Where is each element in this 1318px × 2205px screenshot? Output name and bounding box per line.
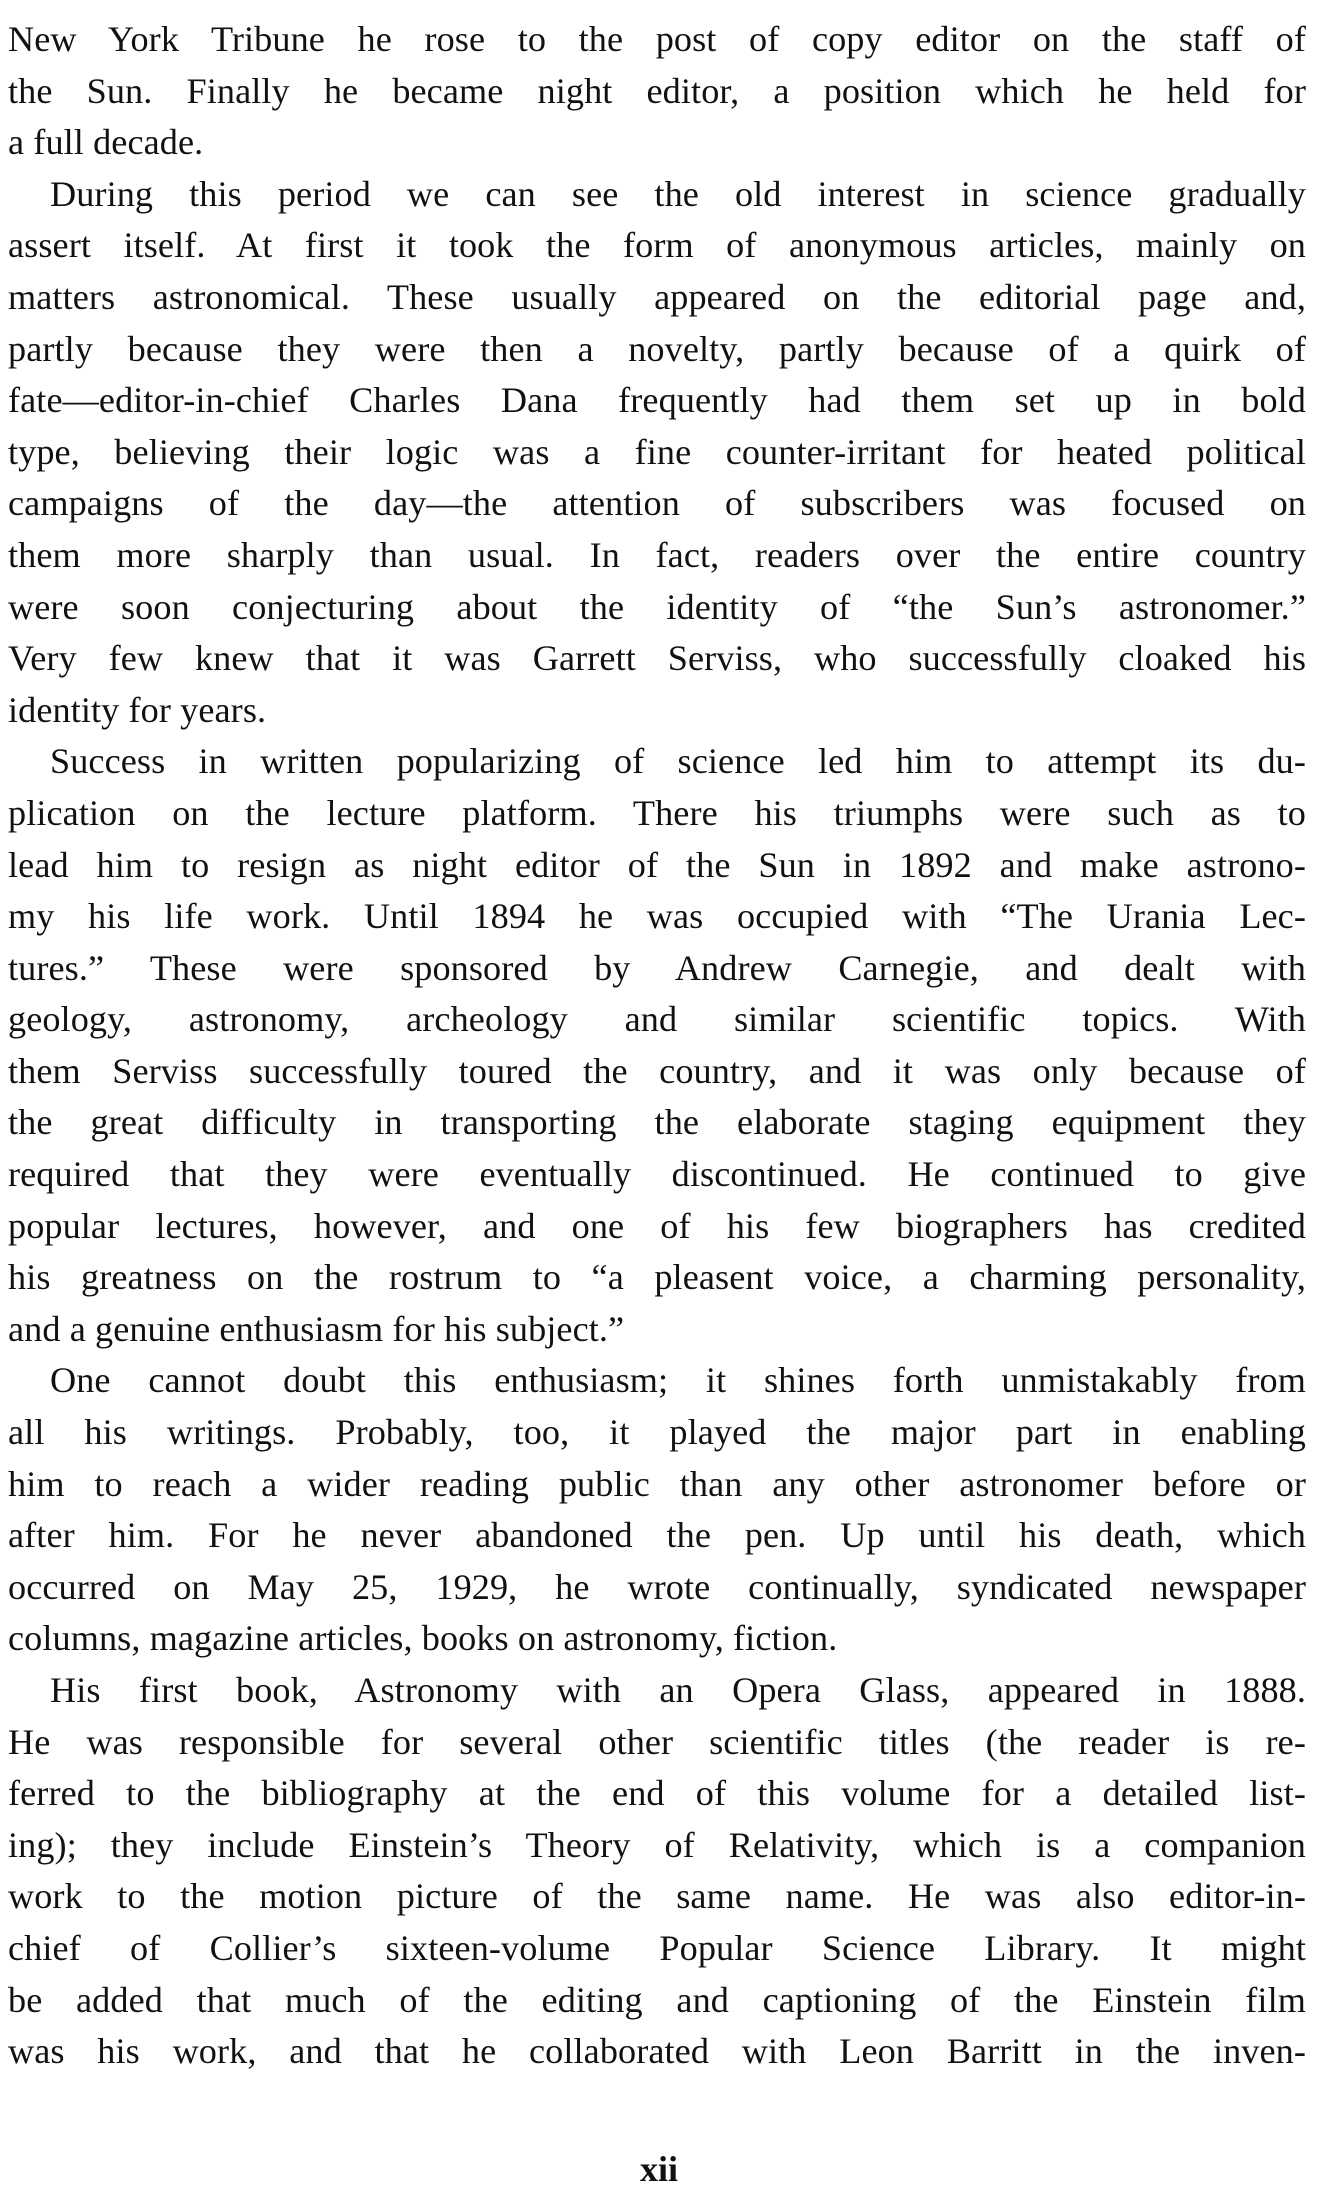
paragraph-3 xyxy=(8,736,1306,1355)
text-line: lead him to resign as night editor of the Sun in 1892 and make astrono- xyxy=(8,844,1306,885)
paragraph-4 xyxy=(8,1355,1306,1665)
text-line: after him. For he never abandoned the pen. Up until his death, which xyxy=(8,1515,1306,1556)
paragraph-1 xyxy=(8,14,1306,169)
text-line: them Serviss successfully toured the country, and it was only because of xyxy=(8,1050,1306,1091)
text-line: ferred to the bibliography at the end of this volume for a detailed list- xyxy=(8,1773,1306,1814)
text-line: matters astronomical. These usually appeared on the editorial page and, xyxy=(8,276,1306,317)
text-line: campaigns of the day—the attention of subscribers was focused on xyxy=(8,483,1306,524)
text-line: work to the motion picture of the same name. He was also editor-in- xyxy=(8,1876,1306,1917)
text-line: his greatness on the rostrum to “a pleasent voice, a charming personality, xyxy=(8,1257,1306,1298)
text-line: New York Tribune he rose to the post of copy editor on the staff of xyxy=(8,19,1306,59)
text-line: occurred on May 25, 1929, he wrote continually, syndicated newspaper xyxy=(8,1566,1306,1607)
text-line: partly because they were then a novelty, partly because of a quirk of xyxy=(8,328,1306,369)
text-line: him to reach a wider reading public than any other astronomer before or xyxy=(8,1463,1306,1504)
text-line: all his writings. Probably, too, it played the major part in enabling xyxy=(8,1412,1306,1453)
text-line: required that they were eventually discontinued. He continued to give xyxy=(8,1154,1306,1195)
text-line: my his life work. Until 1894 he was occupied with “The Urania Lec- xyxy=(8,896,1306,937)
paragraph-2 xyxy=(8,169,1306,737)
text-line: popular lectures, however, and one of his few biographers has credited xyxy=(8,1205,1306,1246)
text-line: He was responsible for several other scientific titles (the reader is re- xyxy=(8,1721,1306,1762)
text-line: fate—editor-in-chief Charles Dana frequently had them set up in bold xyxy=(8,380,1306,421)
text-line: type, believing their logic was a fine counter-irritant for heated political xyxy=(8,431,1306,472)
text-line: assert itself. At first it took the form of anonymous articles, mainly on xyxy=(8,225,1306,266)
text-line: a full decade. xyxy=(8,122,204,163)
text-line: was his work, and that he collaborated with Leon Barritt in the inven- xyxy=(8,2031,1306,2072)
text-line: them more sharply than usual. In fact, readers over the entire country xyxy=(8,534,1306,575)
text-line: the Sun. Finally he became night editor, a position which he held for xyxy=(8,70,1306,111)
paragraph-5 xyxy=(8,1665,1306,2078)
text-line: ing); they include Einstein’s Theory of Relativity, which is a companion xyxy=(8,1824,1306,1865)
text-line: identity for years. xyxy=(8,689,267,730)
page-body xyxy=(8,14,1306,2078)
text-line: plication on the lecture platform. There his triumphs were such as to xyxy=(8,792,1306,833)
page-number: xii xyxy=(639,2149,678,2189)
text-line: chief of Collier’s sixteen-volume Popular Science Library. It might xyxy=(8,1927,1306,1968)
text-line: be added that much of the editing and captioning of the Einstein film xyxy=(8,1979,1306,2020)
text-line: columns, magazine articles, books on astronomy, fiction. xyxy=(8,1618,838,1659)
text-line: One cannot doubt this enthusiasm; it shines forth unmistakably from xyxy=(50,1360,1306,1401)
text-line: During this period we can see the old interest in science gradually xyxy=(50,173,1306,214)
text-line: and a genuine enthusiasm for his subject.” xyxy=(8,1308,625,1349)
text-line: the great difficulty in transporting the elaborate staging equipment they xyxy=(8,1102,1306,1143)
text-line: His first book, Astronomy with an Opera Glass, appeared in 1888. xyxy=(50,1670,1306,1710)
text-line: Success in written popularizing of science led him to attempt its du- xyxy=(50,741,1306,782)
text-line: Very few knew that it was Garrett Serviss, who successfully cloaked his xyxy=(8,638,1306,679)
text-line: were soon conjecturing about the identity of “the Sun’s astronomer.” xyxy=(8,586,1306,627)
text-line: geology, astronomy, archeology and similar scientific topics. With xyxy=(8,999,1306,1040)
text-line: tures.” These were sponsored by Andrew Carnegie, and dealt with xyxy=(8,947,1306,988)
